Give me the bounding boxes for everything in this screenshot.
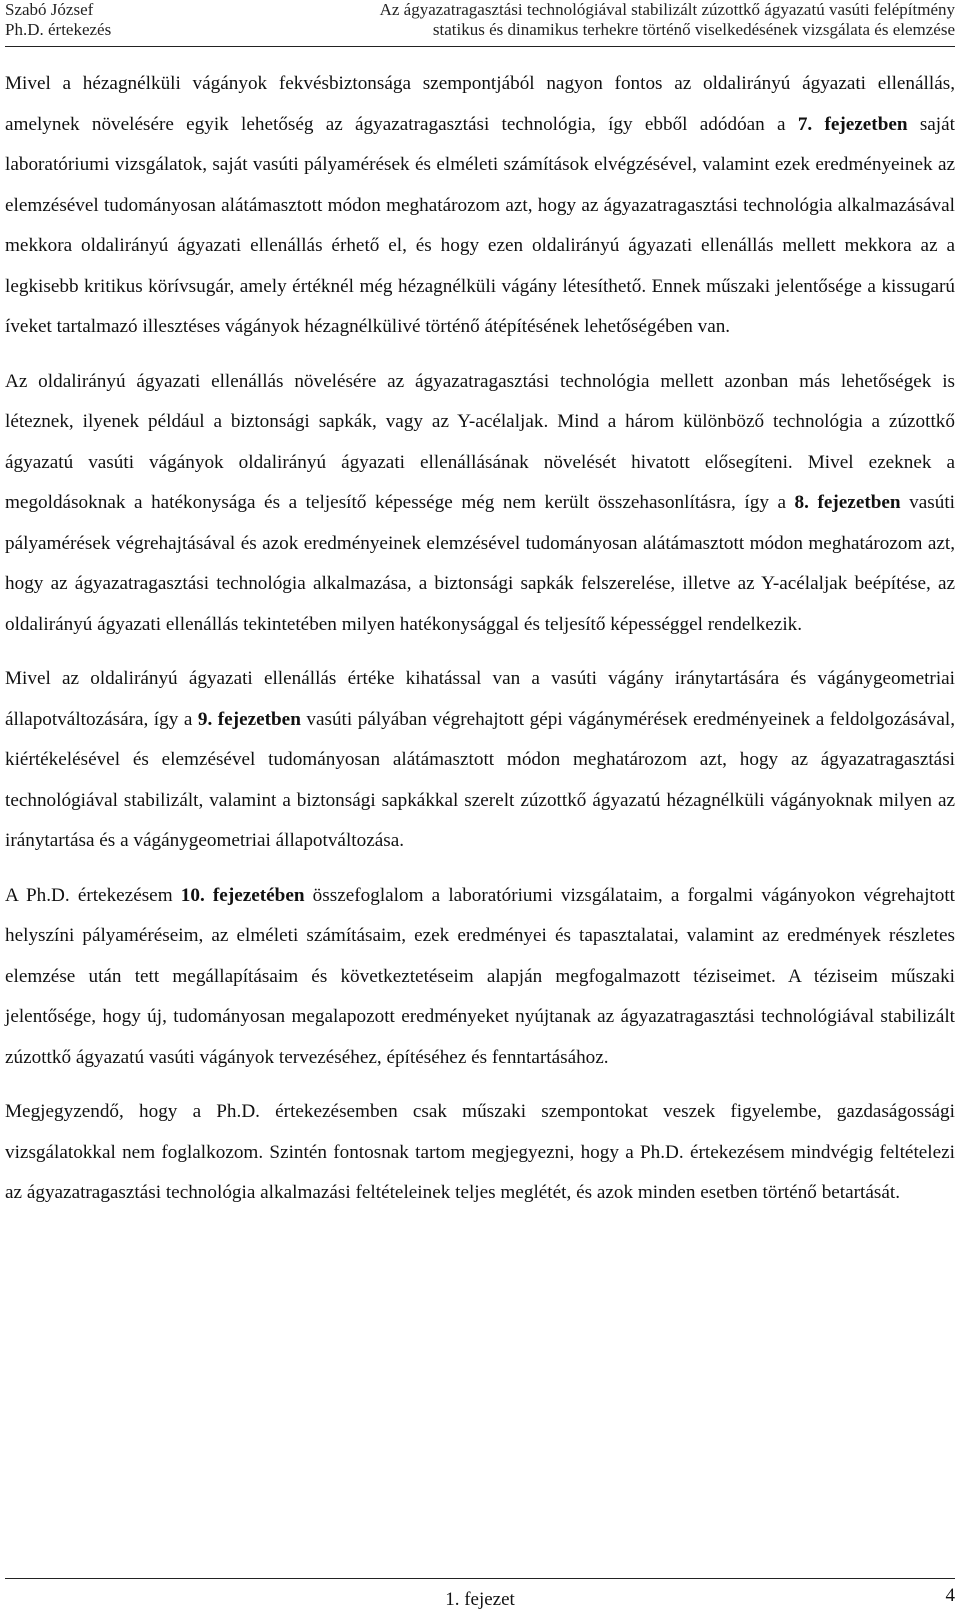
body-text — [5, 64, 955, 1228]
document-type: Ph.D. értekezés — [5, 20, 112, 39]
paragraph-2 — [5, 362, 955, 646]
footer-chapter-label: 1. fejezet — [445, 1589, 515, 1610]
chapter-reference: 10. fejezetében — [180, 884, 305, 906]
paragraph-text: vasúti pályában végrehajtott gépi vágánymérések eredményeinek a feldolgozásával, kiértékelésével és elemzésével tudományosan alátámasztott módon meghatározom azt, hogy az ágyazatragasztási technológiával stabilizált, valamint a biztonsági sapkákkal szerelt zúzottkő ágyazatú hézagnélküli vágányoknak milyen az iránytartása és a vágánygeometriai állapotváltozása. — [5, 708, 955, 851]
page-footer — [5, 1585, 955, 1613]
paragraph-3 — [5, 659, 955, 862]
page-number: 4 — [945, 1585, 955, 1606]
paragraph-text: összefoglalom a laboratóriumi vizsgálataim, a forgalmi vágányokon végrehajtott helyszíni pályaméréseim, az elméleti számításaim, ezek eredményei és tapasztalatai, valamint az eredmények részletes elemzése után tett megállapításaim és következtetéseim alapján megfogalmazott téziseimet. A téziseim műszaki jelentősége, hogy új, tudományosan megalapozott eredményeket nyújtanak az ágyazatragasztási technológiával stabilizált zúzottkő ágyazatú vasúti vágányok tervezéséhez, építéséhez és fenntartásához. — [5, 884, 955, 1068]
paragraph-text: Az oldalirányú ágyazati ellenállás növelésére az ágyazatragasztási technológia mellett azonban más lehetőségek is léteznek, ilyenek például a biztonsági sapkák, vagy az Y-acélaljak. Mind a három különböző technológia a zúzottkő ágyazatú vasúti vágányok oldalirányú ágyazati ellenállásának növelését hivatott elősegíteni. Mivel ezeknek a megoldásoknak a hatékonysága és a teljesítő képessége még nem került összehasonlításra, így a — [5, 370, 955, 513]
header-divider — [5, 46, 955, 47]
paragraph-1 — [5, 64, 955, 348]
paragraph-text: A Ph.D. értekezésem — [5, 884, 181, 906]
document-title-line-2: statikus és dinamikus terhekre történő viselkedésének vizsgálata és elemzése — [432, 20, 955, 39]
chapter-reference: 8. fejezetben — [794, 492, 901, 513]
chapter-reference: 9. fejezetben — [197, 708, 301, 730]
page-header — [5, 0, 955, 40]
paragraph-5 — [5, 1092, 955, 1214]
author-name: Szabó József — [5, 0, 94, 19]
paragraph-4 — [5, 876, 955, 1079]
paragraph-text: Mivel az oldalirányú ágyazati ellenállás értéke kihatással van a vasúti vágány iránytartására és vágánygeometriai állapotváltozására, így a — [5, 668, 955, 730]
paragraph-text: vasúti pályamérések végrehajtásával és azok eredményeinek elemzésével tudományosan alátámasztott módon meghatározom azt, hogy az ágyazatragasztási technológia alkalmazása, a biztonsági sapkák felszerelése, illetve az Y-acélaljak beépítése, az oldalirányú ágyazati ellenállás tekintetében milyen hatékonysággal és teljesítő képességgel rendelkezik. — [5, 492, 955, 635]
chapter-reference: 7. fejezetben — [797, 113, 908, 135]
paragraph-text: Megjegyzendő, hogy a Ph.D. értekezésemben csak műszaki szempontokat veszek figyelembe, gazdaságossági vizsgálatokkal nem foglalkozom. Szintén fontosnak tartom megjegyezni, hogy a Ph.D. értekezésem mindvégig feltételezi az ágyazatragasztási technológia alkalmazási feltételeinek teljes meglétét, és azok minden esetben történő betartását. — [5, 1101, 955, 1203]
paragraph-text: Mivel a hézagnélküli vágányok fekvésbiztonsága szempontjából nagyon fontos az oldalirányú ágyazati ellenállás, amelynek növelésére egyik lehetőség az ágyazatragasztási technológia, így ebből adódóan a — [5, 73, 955, 135]
footer-divider — [5, 1578, 955, 1579]
document-title-line-1: Az ágyazatragasztási technológiával stabilizált zúzottkő ágyazatú vasúti felépítmény — [379, 0, 955, 19]
header-left-block — [5, 0, 195, 40]
header-right-block — [195, 0, 955, 40]
paragraph-text: saját laboratóriumi vizsgálatok, saját vasúti pályamérések és elméleti számítások elvégzésével, valamint ezek eredményeinek az elemzésével tudományosan alátámasztott módon meghatározom azt, hogy az ágyazatragasztási technológia alkalmazásával mekkora oldalirányú ágyazati ellenállás érhető el, és hogy ezen oldalirányú ágyazati ellenállás mellett mekkora az a legkisebb kritikus körívsugár, amely értéknél még hézagnélküli vágány létesíthető. Ennek műszaki jelentősége a kissugarú íveket tartalmazó illesztéses vágányok hézagnélkülivé történő átépítésének lehetőségében van. — [5, 113, 955, 337]
